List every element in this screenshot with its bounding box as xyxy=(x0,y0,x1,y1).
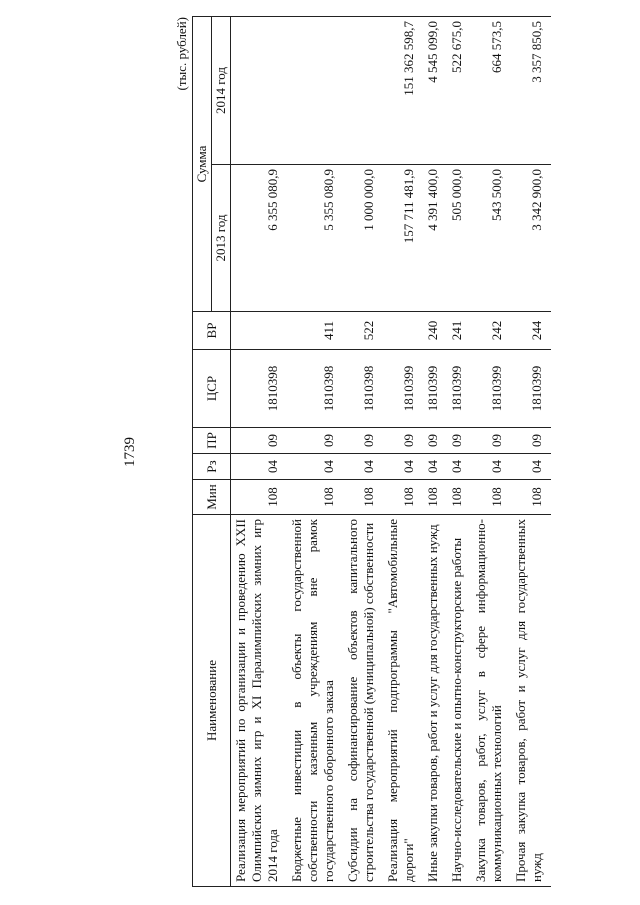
row-name: Бюджетные инвестиции в объекты государственной собственности казенным учреждениям вне рамок государственного оборонного заказа xyxy=(287,515,343,887)
row-amount-2014: 3 357 850,5 xyxy=(511,17,551,165)
header-year-2014: 2014 год xyxy=(212,17,231,165)
header-csr: ЦСР xyxy=(193,350,231,428)
row-amount-2013: 4 391 400,0 xyxy=(423,165,447,312)
row-rz: 04 xyxy=(511,454,551,480)
row-vr: 241 xyxy=(447,312,471,350)
header-pr: ПР xyxy=(193,428,231,454)
row-min: 108 xyxy=(231,480,288,515)
row-name: Иные закупки товаров, работ и услуг для государственных нужд xyxy=(423,515,447,887)
row-name: Научно-исследовательские и опытно-конструкторские работы xyxy=(447,515,471,887)
table-row xyxy=(511,17,551,887)
row-rz: 04 xyxy=(471,454,511,480)
row-pr: 09 xyxy=(471,428,511,454)
row-csr: 1810398 xyxy=(231,350,288,428)
table-row xyxy=(231,17,288,887)
row-pr: 09 xyxy=(511,428,551,454)
header-sum: Сумма xyxy=(193,17,212,312)
table-row xyxy=(343,17,383,887)
row-name: Реализация мероприятий по организации и проведению XXII Олимпийских зимних игр и XI Паралимпийских зимних игр 2014 года xyxy=(231,515,288,887)
row-vr: 244 xyxy=(511,312,551,350)
row-vr: 242 xyxy=(471,312,511,350)
row-min: 108 xyxy=(287,480,343,515)
row-amount-2013: 5 355 080,9 xyxy=(287,165,343,312)
header-min: Мин xyxy=(193,480,231,515)
table-row xyxy=(471,17,511,887)
row-name: Реализация мероприятий подпрограммы "Автомобильные дороги" xyxy=(383,515,423,887)
row-amount-2013: 543 500,0 xyxy=(471,165,511,312)
row-min: 108 xyxy=(383,480,423,515)
row-min: 108 xyxy=(447,480,471,515)
row-pr: 09 xyxy=(383,428,423,454)
page-number: 1739 xyxy=(122,437,138,467)
row-name: Субсидии на софинансирование объектов капитального строительства государственной (муниципальной) собственности xyxy=(343,515,383,887)
row-min: 108 xyxy=(471,480,511,515)
header-rz: Рз xyxy=(193,454,231,480)
row-min: 108 xyxy=(423,480,447,515)
row-vr: 411 xyxy=(287,312,343,350)
row-amount-2014: 522 675,0 xyxy=(447,17,471,165)
table-row xyxy=(447,17,471,887)
row-min: 108 xyxy=(511,480,551,515)
row-csr: 1810399 xyxy=(423,350,447,428)
row-rz: 04 xyxy=(343,454,383,480)
row-amount-2013: 3 342 900,0 xyxy=(511,165,551,312)
table-row xyxy=(383,17,423,887)
row-csr: 1810399 xyxy=(383,350,423,428)
row-amount-2013: 157 711 481,9 xyxy=(383,165,423,312)
row-rz: 04 xyxy=(383,454,423,480)
row-csr: 1810399 xyxy=(447,350,471,428)
row-csr: 1810398 xyxy=(287,350,343,428)
row-rz: 04 xyxy=(423,454,447,480)
row-pr: 09 xyxy=(447,428,471,454)
header-year-2013: 2013 год xyxy=(212,165,231,312)
row-vr: 522 xyxy=(343,312,383,350)
row-amount-2013: 6 355 080,9 xyxy=(231,165,288,312)
row-rz: 04 xyxy=(447,454,471,480)
header-row xyxy=(193,17,212,887)
row-rz: 04 xyxy=(231,454,288,480)
rotated-document xyxy=(110,17,544,887)
row-amount-2014 xyxy=(287,17,343,165)
row-rz: 04 xyxy=(287,454,343,480)
table-row xyxy=(287,17,343,887)
table-row xyxy=(423,17,447,887)
row-name: Закупка товаров, работ, услуг в сфере информационно-коммуникационных технологий xyxy=(471,515,511,887)
row-csr: 1810399 xyxy=(511,350,551,428)
row-name: Прочая закупка товаров, работ и услуг для государственных нужд xyxy=(511,515,551,887)
row-amount-2014: 664 573,5 xyxy=(471,17,511,165)
unit-label: (тыс. рублей) xyxy=(174,17,189,91)
row-csr: 1810399 xyxy=(471,350,511,428)
row-amount-2013: 505 000,0 xyxy=(447,165,471,312)
row-amount-2014: 4 545 099,0 xyxy=(423,17,447,165)
row-pr: 09 xyxy=(287,428,343,454)
row-amount-2014 xyxy=(343,17,383,165)
row-amount-2013: 1 000 000,0 xyxy=(343,165,383,312)
row-min: 108 xyxy=(343,480,383,515)
row-pr: 09 xyxy=(231,428,288,454)
row-vr xyxy=(383,312,423,350)
header-vr: ВР xyxy=(193,312,231,350)
row-vr: 240 xyxy=(423,312,447,350)
row-amount-2014 xyxy=(231,17,288,165)
budget-table xyxy=(192,16,551,887)
row-amount-2014: 151 362 598,7 xyxy=(383,17,423,165)
header-name: Наименование xyxy=(193,515,231,887)
row-pr: 09 xyxy=(343,428,383,454)
row-csr: 1810398 xyxy=(343,350,383,428)
row-vr xyxy=(231,312,288,350)
row-pr: 09 xyxy=(423,428,447,454)
